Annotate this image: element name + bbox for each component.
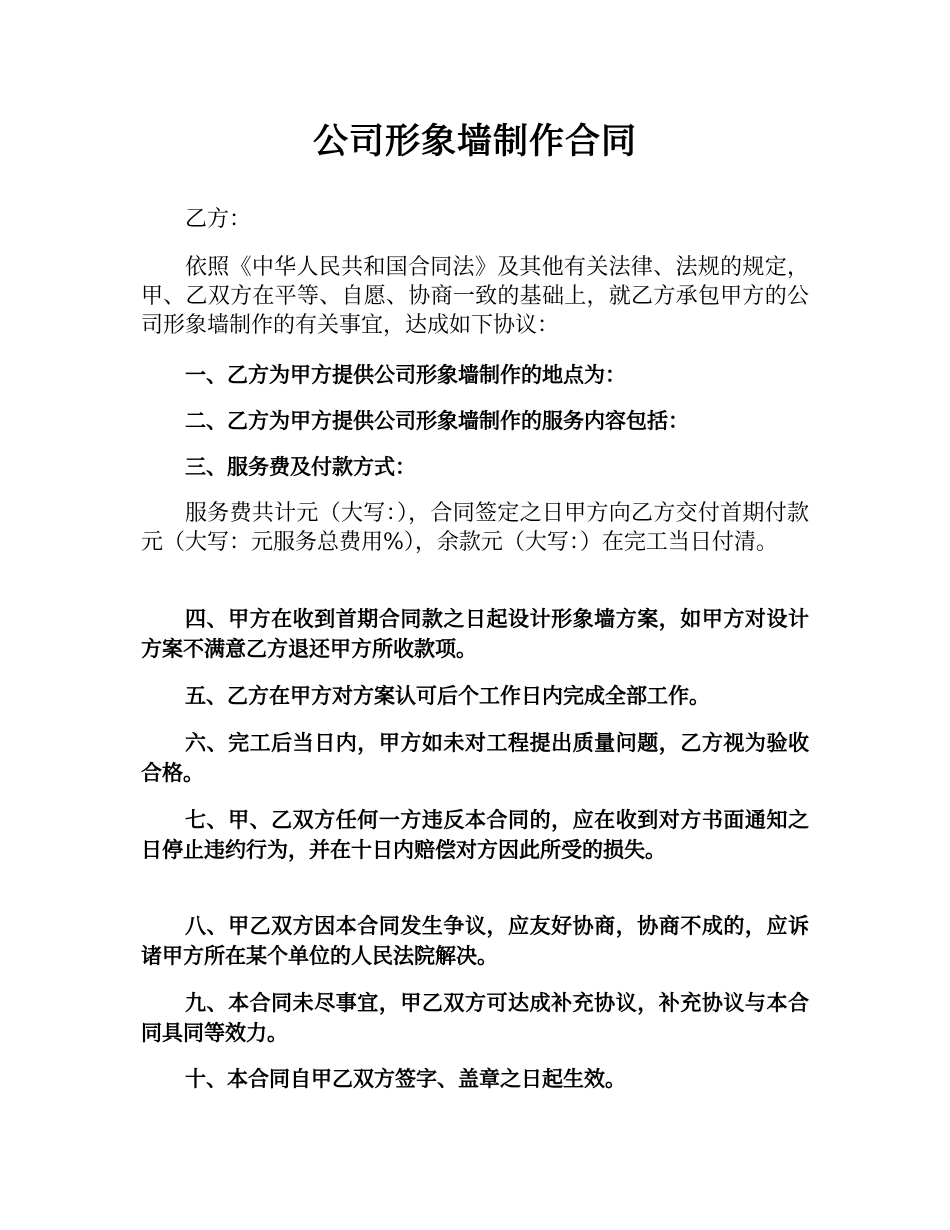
clause-3-detail: 服务费共计元（大写：），合同签定之日甲方向乙方交付首期付款元（大写：元服务总费用%），余款元（大写：）在完工当日付清。 [141,501,809,555]
clause-6: 六、完工后当日内，甲方如未对工程提出质量问题，乙方视为验收合格。 [141,731,809,785]
clause-1: 一、乙方为甲方提供公司形象墙制作的地点为： [185,363,626,387]
clause-2: 二、乙方为甲方提供公司形象墙制作的服务内容包括： [185,409,689,433]
clause-8: 八、甲乙双方因本合同发生争议，应友好协商，协商不成的，应诉诸甲方所在某个单位的人民法院解决。 [141,914,809,968]
page-title: 公司形象墙制作合同 [312,122,637,162]
clause-10: 十、本合同自甲乙双方签字、盖章之日起生效。 [185,1067,626,1091]
clause-7: 七、甲、乙双方任何一方违反本合同的，应在收到对方书面通知之日停止违约行为，并在十日内赔偿对方因此所受的损失。 [141,808,809,862]
intro-paragraph: 依照《中华人民共和国合同法》及其他有关法律、法规的规定，甲、乙双方在平等、自愿、协商一致的基础上，就乙方承包甲方的公司形象墙制作的有关事宜，达成如下协议： [141,255,809,338]
clause-9: 九、本合同未尽事宜，甲乙双方可达成补充协议，补充协议与本合同具同等效力。 [141,991,809,1045]
party-b-line: 乙方： [185,207,252,232]
clause-3: 三、服务费及付款方式： [185,455,416,479]
clause-5: 五、乙方在甲方对方案认可后个工作日内完成全部工作。 [185,684,710,708]
clause-4: 四、甲方在收到首期合同款之日起设计形象墙方案，如甲方对设计方案不满意乙方退还甲方所收款项。 [141,607,809,661]
